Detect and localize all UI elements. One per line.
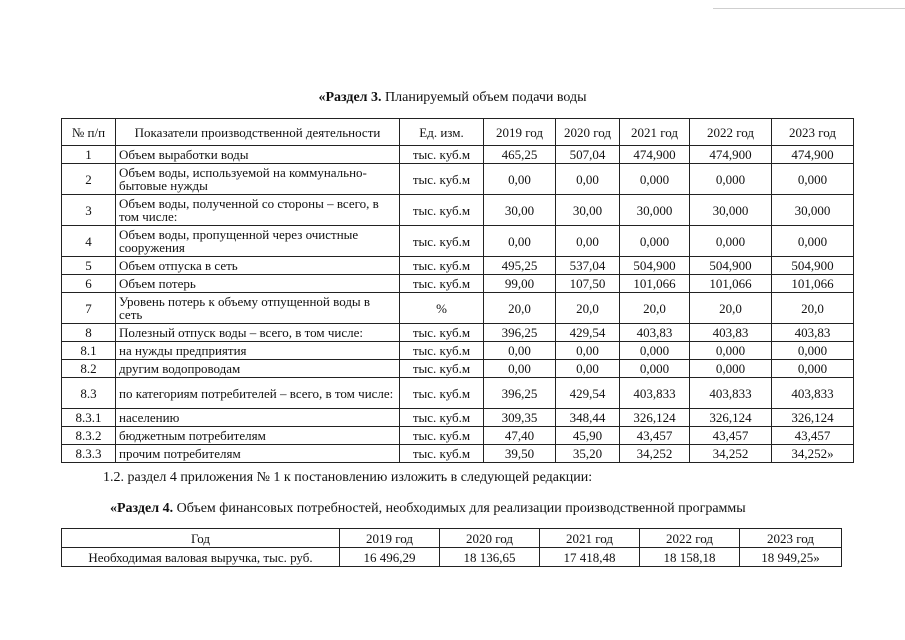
- section-4-title-bold: «Раздел 4.: [110, 501, 174, 516]
- table-row: [62, 275, 854, 293]
- table-row: [62, 342, 854, 360]
- value-2020: 429,54: [556, 378, 620, 409]
- indicator-name: прочим потребителям: [116, 445, 400, 463]
- col-header-2020: 2020 год: [556, 119, 620, 146]
- col-header-2022: 2022 год: [640, 529, 740, 548]
- indicator-name: Объем воды, пропущенной через очистные сооружения: [116, 226, 400, 257]
- value-2023: 0,000: [772, 342, 854, 360]
- value-2022: 0,000: [690, 360, 772, 378]
- value-2022: 101,066: [690, 275, 772, 293]
- table-row: [62, 445, 854, 463]
- table-row: [62, 324, 854, 342]
- col-header-2023: 2023 год: [740, 529, 842, 548]
- value-2019: 0,00: [484, 342, 556, 360]
- value-2023: 20,0: [772, 293, 854, 324]
- table-row: [62, 226, 854, 257]
- value-2023: 0,000: [772, 226, 854, 257]
- table-header-row: [62, 119, 854, 146]
- value-2022: 0,000: [690, 164, 772, 195]
- value-2019: 309,35: [484, 409, 556, 427]
- value-2020: 35,20: [556, 445, 620, 463]
- value-2019: 0,00: [484, 360, 556, 378]
- section-3-title-bold: «Раздел 3.: [318, 90, 382, 105]
- value-2021: 17 418,48: [540, 548, 640, 567]
- value-2020: 0,00: [556, 360, 620, 378]
- indicator-name: Уровень потерь к объему отпущенной воды в сеть: [116, 293, 400, 324]
- indicator-name: другим водопроводам: [116, 360, 400, 378]
- unit: тыс. куб.м: [400, 195, 484, 226]
- value-2021: 20,0: [620, 293, 690, 324]
- table-row: [62, 427, 854, 445]
- value-2023: 504,900: [772, 257, 854, 275]
- table-row: [62, 257, 854, 275]
- value-2021: 403,833: [620, 378, 690, 409]
- value-2021: 0,000: [620, 360, 690, 378]
- col-header-2019: 2019 год: [484, 119, 556, 146]
- unit: тыс. куб.м: [400, 409, 484, 427]
- value-2021: 504,900: [620, 257, 690, 275]
- section-3-heading: [0, 90, 905, 106]
- unit: тыс. куб.м: [400, 378, 484, 409]
- value-2023: 30,000: [772, 195, 854, 226]
- section-3-title-text: Планируемый объем подачи воды: [381, 90, 587, 105]
- value-2020: 507,04: [556, 146, 620, 164]
- value-2019: 30,00: [484, 195, 556, 226]
- table-row: [62, 164, 854, 195]
- indicator-name: населению: [116, 409, 400, 427]
- value-2021: 0,000: [620, 164, 690, 195]
- table-row: [62, 409, 854, 427]
- value-2021: 30,000: [620, 195, 690, 226]
- value-2019: 396,25: [484, 378, 556, 409]
- row-label: Необходимая валовая выручка, тыс. руб.: [62, 548, 340, 567]
- value-2022: 474,900: [690, 146, 772, 164]
- indicator-name: по категориям потребителей – всего, в том числе:: [116, 378, 400, 409]
- value-2019: 0,00: [484, 226, 556, 257]
- unit: тыс. куб.м: [400, 275, 484, 293]
- value-2022: 34,252: [690, 445, 772, 463]
- value-2021: 43,457: [620, 427, 690, 445]
- unit: тыс. куб.м: [400, 164, 484, 195]
- row-number: 8.3.3: [62, 445, 116, 463]
- value-2022: 504,900: [690, 257, 772, 275]
- indicator-name: Объем воды, используемой на коммунально-бытовые нужды: [116, 164, 400, 195]
- row-number: 8: [62, 324, 116, 342]
- top-rule: [713, 8, 905, 9]
- value-2019: 0,00: [484, 164, 556, 195]
- col-header-2020: 2020 год: [440, 529, 540, 548]
- value-2020: 30,00: [556, 195, 620, 226]
- table-row: [62, 360, 854, 378]
- row-number: 8.1: [62, 342, 116, 360]
- value-2023: 18 949,25»: [740, 548, 842, 567]
- value-2019: 465,25: [484, 146, 556, 164]
- value-2023: 101,066: [772, 275, 854, 293]
- value-2022: 18 158,18: [640, 548, 740, 567]
- indicator-name: Объем отпуска в сеть: [116, 257, 400, 275]
- row-number: 3: [62, 195, 116, 226]
- value-2020: 537,04: [556, 257, 620, 275]
- col-header-no: № п/п: [62, 119, 116, 146]
- row-number: 1: [62, 146, 116, 164]
- value-2022: 326,124: [690, 409, 772, 427]
- water-supply-table: [61, 118, 854, 463]
- col-header-2021: 2021 год: [620, 119, 690, 146]
- value-2022: 30,000: [690, 195, 772, 226]
- table-row: [62, 195, 854, 226]
- value-2020: 0,00: [556, 342, 620, 360]
- col-header-2023: 2023 год: [772, 119, 854, 146]
- col-header-year: Год: [62, 529, 340, 548]
- value-2022: 403,83: [690, 324, 772, 342]
- row-number: 5: [62, 257, 116, 275]
- value-2021: 326,124: [620, 409, 690, 427]
- row-number: 4: [62, 226, 116, 257]
- col-header-unit: Ед. изм.: [400, 119, 484, 146]
- col-header-2019: 2019 год: [340, 529, 440, 548]
- value-2019: 47,40: [484, 427, 556, 445]
- value-2020: 429,54: [556, 324, 620, 342]
- value-2022: 0,000: [690, 226, 772, 257]
- unit: %: [400, 293, 484, 324]
- indicator-name: Полезный отпуск воды – всего, в том числе:: [116, 324, 400, 342]
- value-2022: 43,457: [690, 427, 772, 445]
- value-2022: 20,0: [690, 293, 772, 324]
- value-2022: 0,000: [690, 342, 772, 360]
- value-2023: 403,83: [772, 324, 854, 342]
- value-2020: 45,90: [556, 427, 620, 445]
- col-header-2021: 2021 год: [540, 529, 640, 548]
- value-2019: 39,50: [484, 445, 556, 463]
- value-2021: 403,83: [620, 324, 690, 342]
- amendment-note: 1.2. раздел 4 приложения № 1 к постановлению изложить в следующей редакции:: [103, 470, 593, 485]
- value-2021: 34,252: [620, 445, 690, 463]
- value-2023: 43,457: [772, 427, 854, 445]
- unit: тыс. куб.м: [400, 257, 484, 275]
- unit: тыс. куб.м: [400, 226, 484, 257]
- col-header-indicator: Показатели производственной деятельности: [116, 119, 400, 146]
- unit: тыс. куб.м: [400, 427, 484, 445]
- indicator-name: Объем воды, полученной со стороны – всего, в том числе:: [116, 195, 400, 226]
- value-2020: 0,00: [556, 226, 620, 257]
- value-2021: 0,000: [620, 226, 690, 257]
- value-2019: 16 496,29: [340, 548, 440, 567]
- financial-needs-table: [61, 528, 842, 567]
- indicator-name: Объем выработки воды: [116, 146, 400, 164]
- value-2020: 0,00: [556, 164, 620, 195]
- value-2021: 101,066: [620, 275, 690, 293]
- value-2020: 348,44: [556, 409, 620, 427]
- indicator-name: на нужды предприятия: [116, 342, 400, 360]
- row-number: 7: [62, 293, 116, 324]
- value-2019: 495,25: [484, 257, 556, 275]
- value-2023: 0,000: [772, 164, 854, 195]
- value-2023: 34,252»: [772, 445, 854, 463]
- value-2020: 20,0: [556, 293, 620, 324]
- indicator-name: бюджетным потребителям: [116, 427, 400, 445]
- value-2021: 474,900: [620, 146, 690, 164]
- indicator-name: Объем потерь: [116, 275, 400, 293]
- value-2022: 403,833: [690, 378, 772, 409]
- row-number: 8.3.2: [62, 427, 116, 445]
- table-row: [62, 548, 842, 567]
- value-2020: 18 136,65: [440, 548, 540, 567]
- unit: тыс. куб.м: [400, 445, 484, 463]
- unit: тыс. куб.м: [400, 324, 484, 342]
- value-2021: 0,000: [620, 342, 690, 360]
- row-number: 8.3.1: [62, 409, 116, 427]
- value-2019: 396,25: [484, 324, 556, 342]
- unit: тыс. куб.м: [400, 146, 484, 164]
- value-2019: 20,0: [484, 293, 556, 324]
- value-2023: 474,900: [772, 146, 854, 164]
- unit: тыс. куб.м: [400, 360, 484, 378]
- section-4-title-text: Объем финансовых потребностей, необходимых для реализации производственной программы: [173, 501, 746, 516]
- col-header-2022: 2022 год: [690, 119, 772, 146]
- table-row: [62, 146, 854, 164]
- unit: тыс. куб.м: [400, 342, 484, 360]
- value-2023: 403,833: [772, 378, 854, 409]
- value-2023: 0,000: [772, 360, 854, 378]
- table-row: [62, 378, 854, 409]
- row-number: 6: [62, 275, 116, 293]
- value-2019: 99,00: [484, 275, 556, 293]
- table-header-row: [62, 529, 842, 548]
- value-2020: 107,50: [556, 275, 620, 293]
- row-number: 2: [62, 164, 116, 195]
- table-row: [62, 293, 854, 324]
- value-2023: 326,124: [772, 409, 854, 427]
- row-number: 8.3: [62, 378, 116, 409]
- section-4-heading: [110, 501, 746, 517]
- row-number: 8.2: [62, 360, 116, 378]
